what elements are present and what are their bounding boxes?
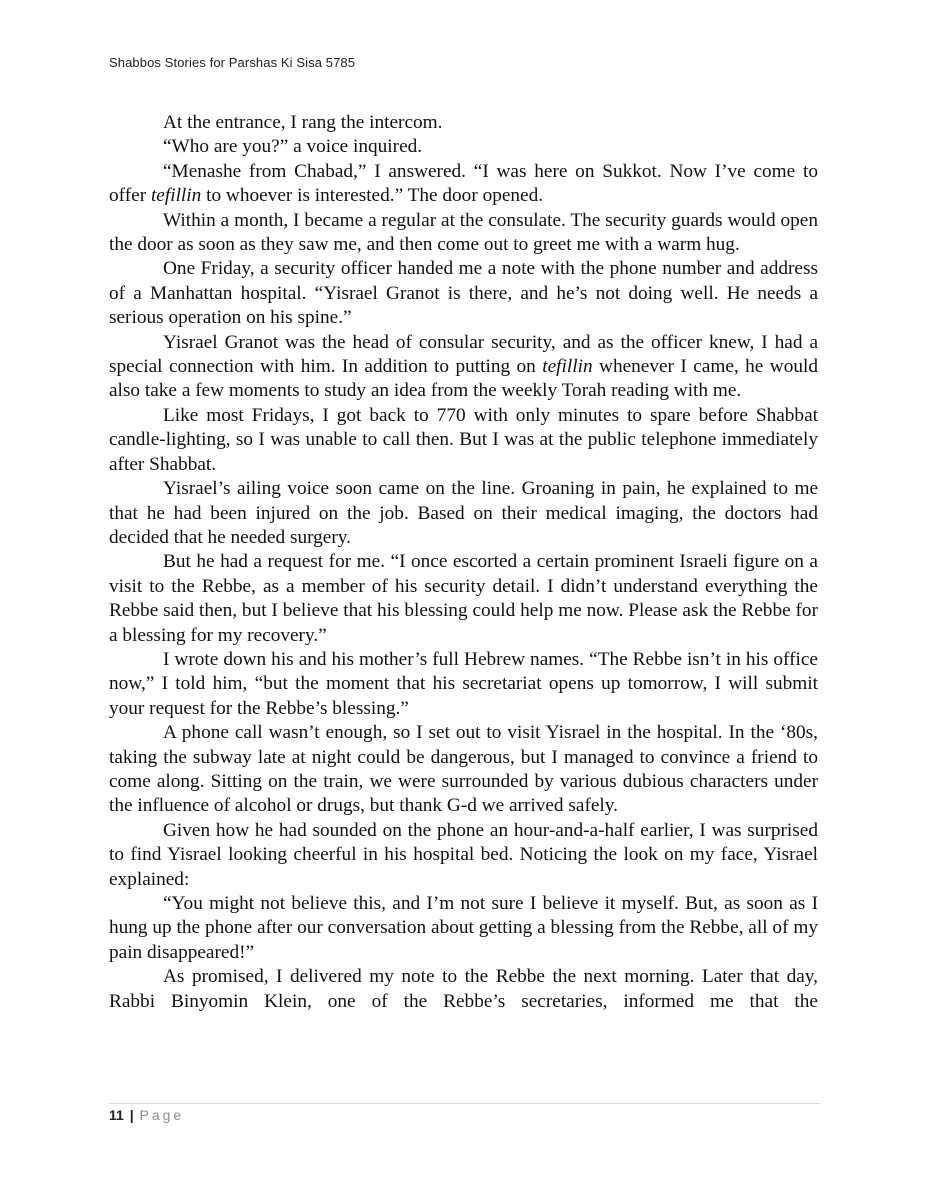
paragraph: At the entrance, I rang the intercom. bbox=[163, 112, 443, 133]
page-number: 11 bbox=[109, 1107, 124, 1123]
italic-term: tefillin bbox=[150, 185, 202, 207]
paragraph: Yisrael Granot was the head of consular security, and as the officer knew, I had a special connection with him. In addition to putting on tefillin whenever I came, he would also take a few moments to study an idea from the weekly Torah reading with me. bbox=[109, 331, 818, 402]
paragraph: Within a month, I became a regular at the consulate. The security guards would open the door as soon as they saw me, and then come out to greet me with a warm hug. bbox=[109, 209, 818, 256]
paragraph: Like most Fridays, I got back to 770 with only minutes to spare before Shabbat candle-lighting, so I was unable to call then. But I was at the public telephone immediately after Shabbat. bbox=[109, 404, 818, 475]
paragraph: “Who are you?” a voice inquired. bbox=[163, 136, 423, 158]
paragraph: Yisrael’s ailing voice soon came on the line. Groaning in pain, he explained to me that he had been injured on the job. Based on their medical imaging, the doctors had decided that he needed surgery. bbox=[109, 478, 818, 548]
footer-divider bbox=[109, 1103, 820, 1104]
paragraph: One Friday, a security officer handed me a note with the phone number and address of a Manhattan hospital. “Yisrael Granot is there, and he’s not doing well. He needs a serious operation on his spine.” bbox=[109, 258, 818, 329]
paragraph: I wrote down his and his mother’s full Hebrew names. “The Rebbe isn’t in his office now,” I told him, “but the moment that his secretariat opens up tomorrow, I will submit your request for the Rebbe’s blessing.” bbox=[109, 648, 818, 719]
running-header: Shabbos Stories for Parshas Ki Sisa 5785 bbox=[109, 55, 356, 70]
page-footer bbox=[109, 1107, 184, 1123]
footer-separator: | bbox=[129, 1107, 134, 1123]
paragraph: “Menashe from Chabad,” I answered. “I was here on Sukkot. Now I’ve come to offer tefillin to whoever is interested.” The door opened. bbox=[109, 160, 818, 207]
paragraph: But he had a request for me. “I once escorted a certain prominent Israeli figure on a visit to the Rebbe, as a member of his security detail. I didn’t understand everything the Rebbe said then, but I believe that his blessing could help me now. Please ask the Rebbe for a blessing for my recovery.” bbox=[109, 551, 818, 646]
page-label: Page bbox=[139, 1107, 185, 1123]
italic-term: tefillin bbox=[542, 356, 593, 378]
story-body bbox=[109, 111, 818, 1014]
paragraph: “You might not believe this, and I’m not sure I believe it myself. But, as soon as I hung up the phone after our conversation about getting a blessing from the Rebbe, all of my pain disappeared!” bbox=[109, 893, 818, 963]
paragraph: Given how he had sounded on the phone an hour-and-a-half earlier, I was surprised to find Yisrael looking cheerful in his hospital bed. Noticing the look on my face, Yisrael explained: bbox=[109, 819, 818, 890]
paragraph: A phone call wasn’t enough, so I set out to visit Yisrael in the hospital. In the ‘80s, taking the subway late at night could be dangerous, but I managed to convince a friend to come along. Sitting on the train, we were surrounded by various dubious characters under the influence of alcohol or drugs, but thank G-d we arrived safely. bbox=[109, 722, 818, 817]
paragraph: As promised, I delivered my note to the Rebbe the next morning. Later that day, Rabbi Binyomin Klein, one of the Rebbe’s secretaries, informed me that the bbox=[109, 966, 818, 1012]
